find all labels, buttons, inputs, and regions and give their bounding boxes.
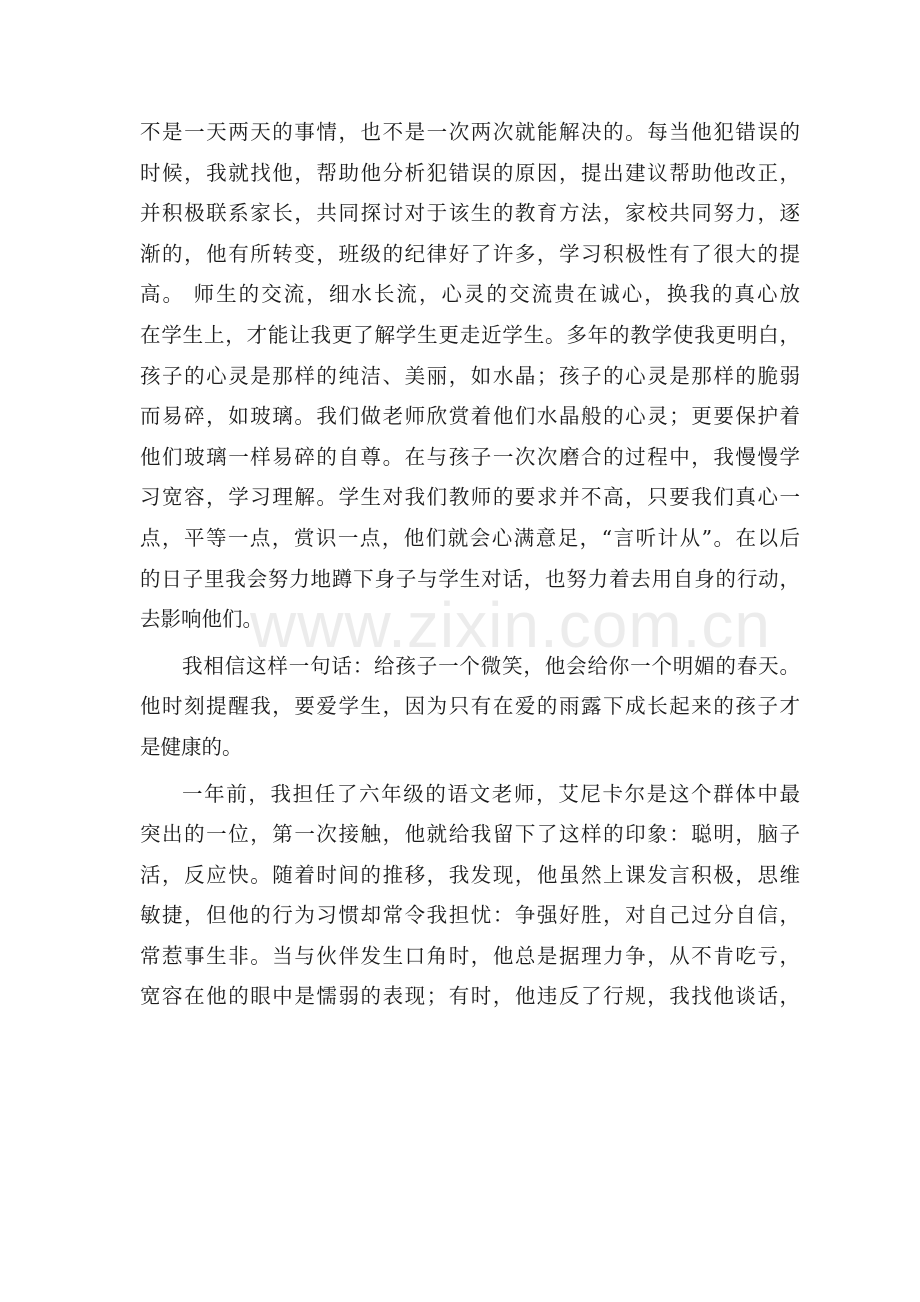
text-line: 渐的，他有所转变，班级的纪律好了许多，学习积极性有了很大的提 (140, 241, 800, 266)
text-line: 常惹事生非。当与伙伴发生口角时，他总是据理力争，从不肯吃亏， (140, 943, 800, 968)
text-line: 不是一天两天的事情，也不是一次两次就能解决的。每当他犯错误的 (140, 120, 800, 144)
text-line: 在学生上，才能让我更了解学生更走近学生。多年的教学使我更明白， (140, 322, 800, 347)
text-line: 高。 师生的交流，细水长流，心灵的交流贵在诚心，换我的真心放 (140, 282, 800, 307)
text-line: 他时刻提醒我，要爱学生，因为只有在爱的雨露下成长起来的孩子才 (140, 694, 800, 719)
text-line: 而易碎，如玻璃。我们做老师欣赏着他们水晶般的心灵；更要保护着 (140, 404, 800, 429)
text-line: 的日子里我会努力地蹲下身子与学生对话，也努力着去用自身的行动， (140, 566, 800, 591)
text-line: 点，平等一点，赏识一点，他们就会心满意足，“言听计从”。在以后 (140, 525, 800, 550)
text-line: 习宽容，学习理解。学生对我们教师的要求并不高，只要我们真心一 (140, 485, 800, 510)
paragraph-3 (140, 774, 800, 1018)
text-line: 并积极联系家长，共同探讨对于该生的教育方法，家校共同努力，逐 (140, 201, 800, 226)
text-line: 去影响他们。 (140, 607, 263, 632)
text-line: 我相信这样一句话：给孩子一个微笑，他会给你一个明媚的春天。 (182, 653, 800, 678)
watermark-text: www.zixin.com.cn (250, 589, 771, 661)
text-line: 时候，我就找他，帮助他分析犯错误的原因，提出建议帮助他改正， (140, 160, 800, 185)
document-body (140, 112, 800, 1017)
paragraph-1 (140, 112, 800, 640)
text-line: 宽容在他的眼中是懦弱的表现；有时，他违反了行规，我找他谈话， (140, 984, 800, 1009)
text-line: 他们玻璃一样易碎的自尊。在与孩子一次次磨合的过程中，我慢慢学 (140, 444, 800, 469)
text-line: 突出的一位，第一次接触，他就给我留下了这样的印象：聪明，脑子 (140, 822, 800, 847)
text-line: 敏捷，但他的行为习惯却常令我担忧：争强好胜，对自己过分自信， (140, 903, 800, 928)
text-line: 活，反应快。随着时间的推移，我发现，他虽然上课发言积极，思维 (140, 862, 800, 887)
paragraph-2 (140, 646, 800, 768)
text-line: 一年前，我担任了六年级的语文老师，艾尼卡尔是这个群体中最 (182, 781, 800, 806)
text-line: 孩子的心灵是那样的纯洁、美丽，如水晶；孩子的心灵是那样的脆弱 (140, 363, 800, 388)
text-line: 是健康的。 (140, 734, 243, 759)
